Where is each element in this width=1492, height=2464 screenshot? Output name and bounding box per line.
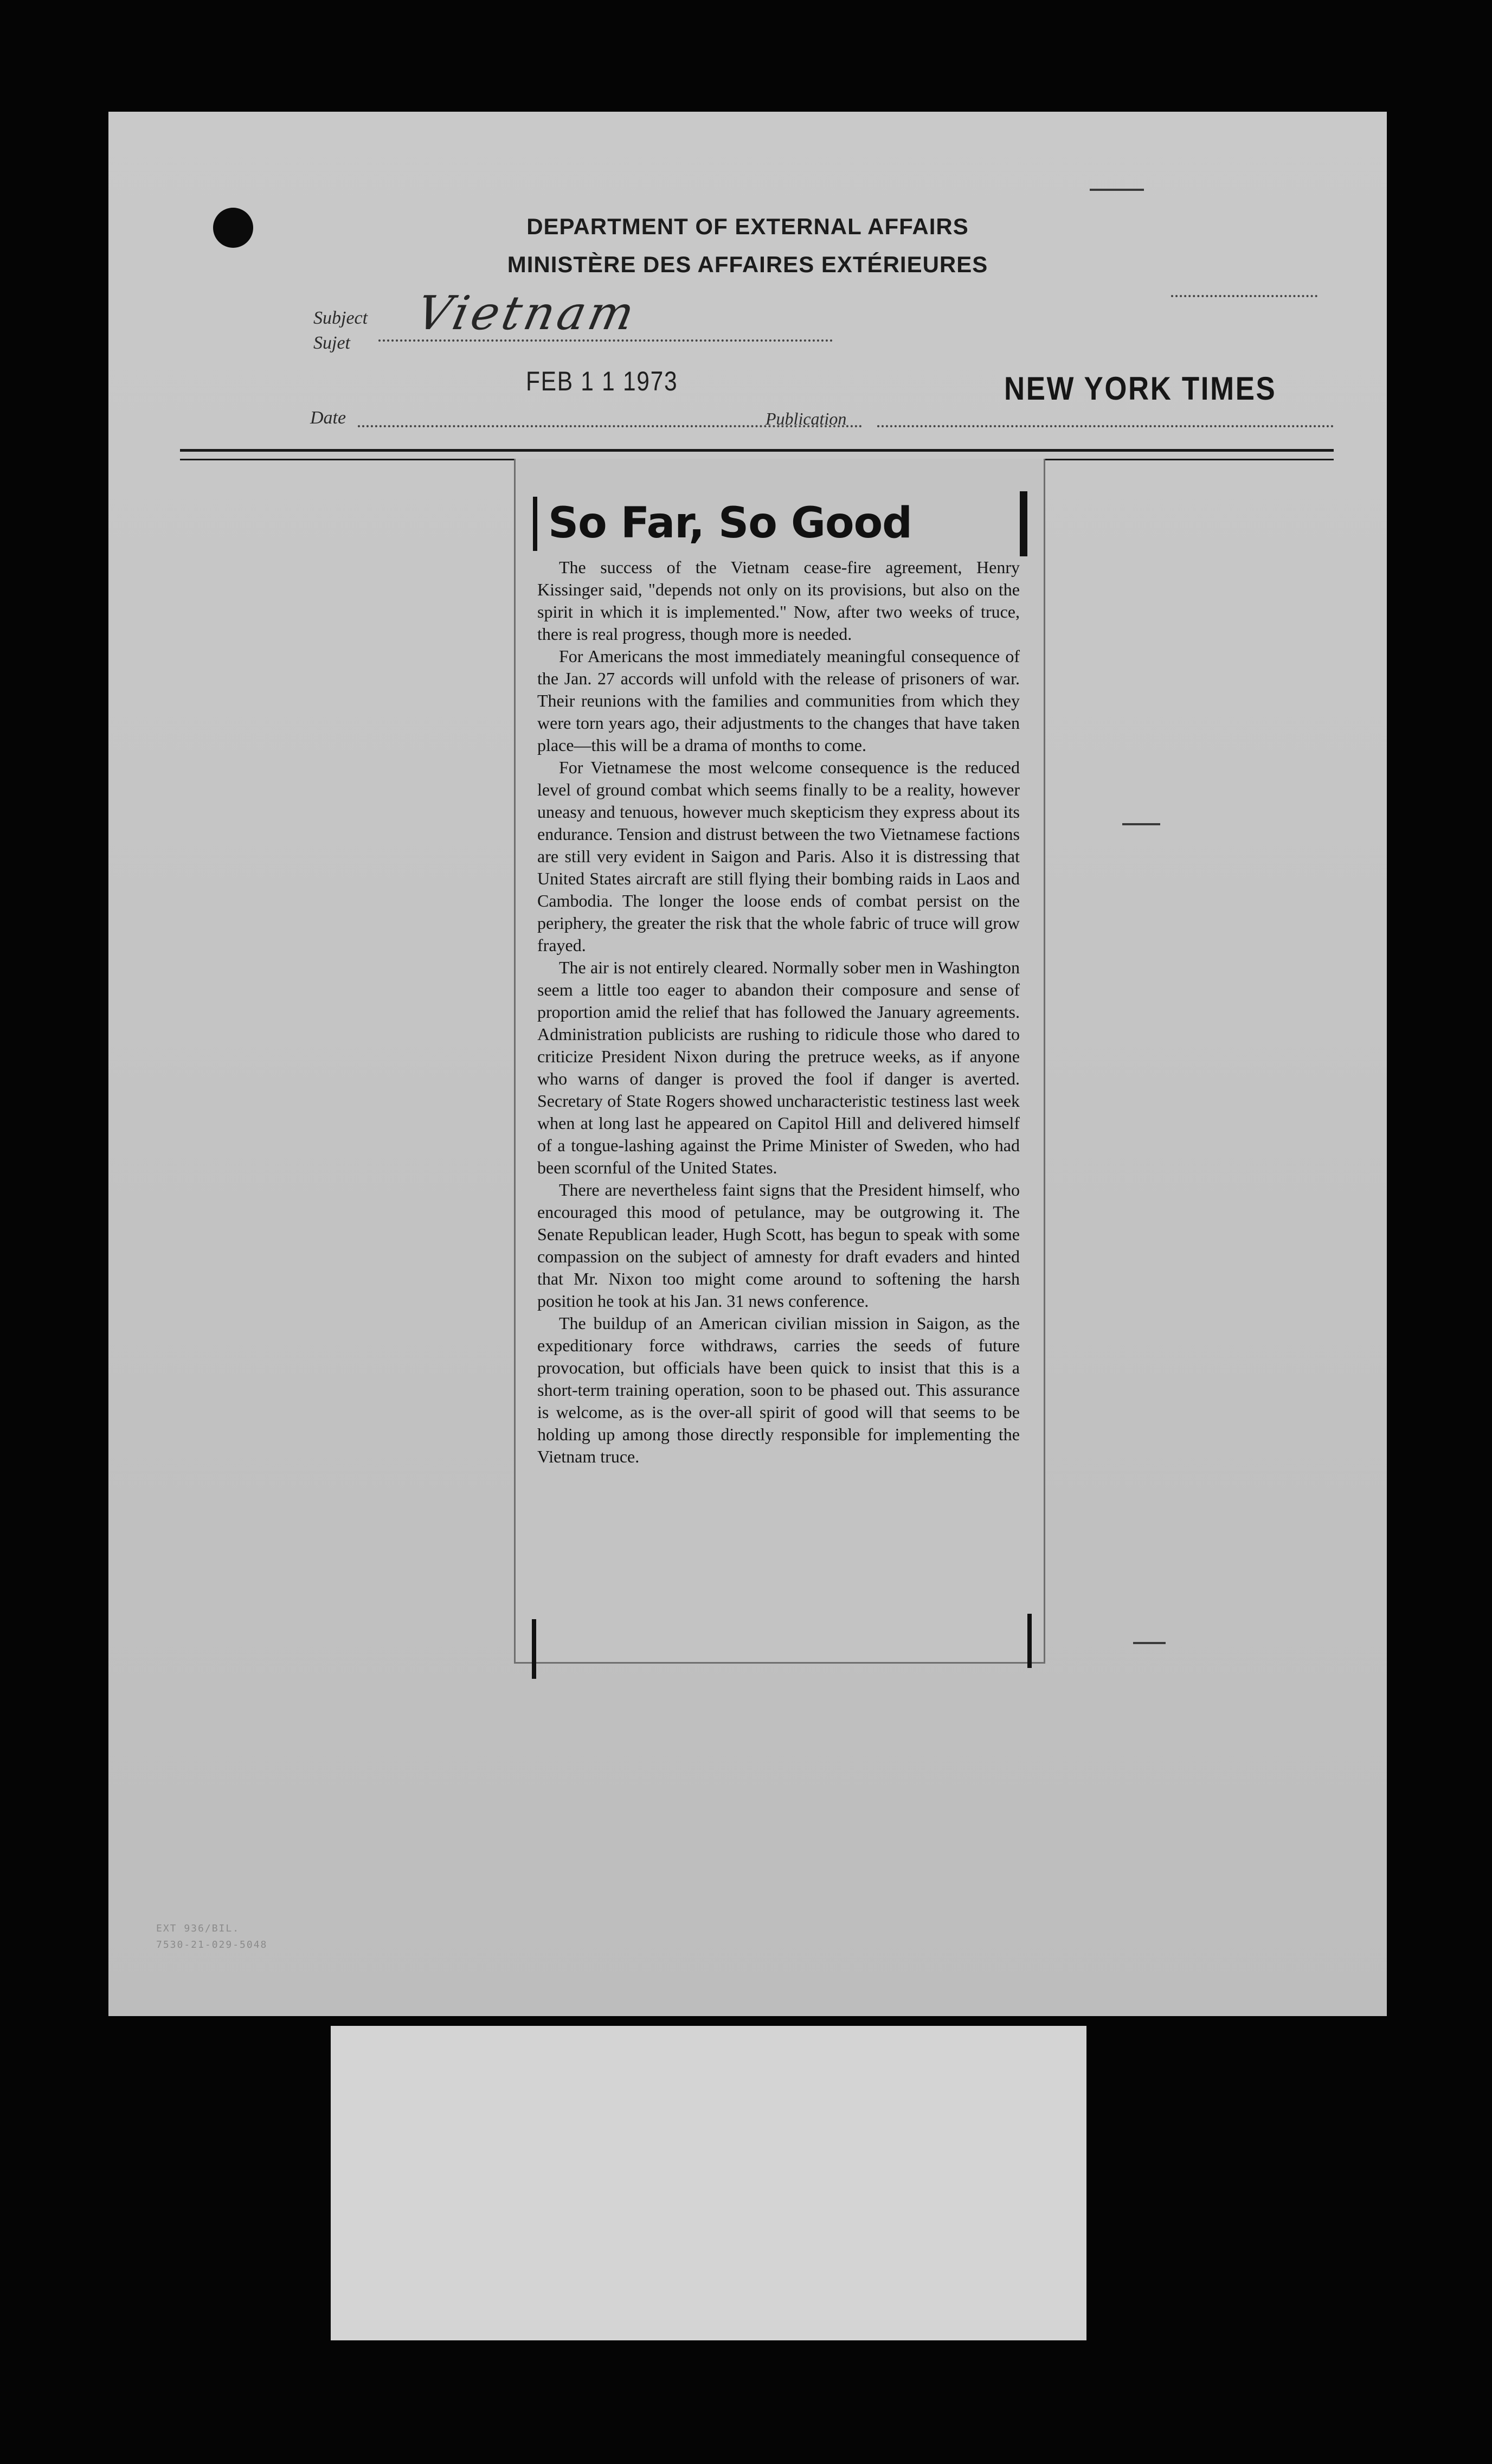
article-body <box>537 556 1020 1468</box>
article-paragraph: The success of the Vietnam cease-fire agreement, Henry Kissinger said, "depends not only on its provisions, but also on the spirit in which it is implemented." Now, after two weeks of truce, there is real progress, though more is needed. <box>537 557 1020 644</box>
margin-mark <box>1122 823 1160 825</box>
article-headline: So Far, So Good <box>548 499 912 548</box>
clipping-edge-mark <box>532 1619 536 1679</box>
newspaper-clipping <box>514 459 1045 1664</box>
article-paragraph: There are nevertheless faint signs that the President himself, who encouraged this mood of petulance, may be outgrowing it. The Senate Republican leader, Hugh Scott, has begun to speak with some compassion on the subject of amnesty for draft evaders and hinted that Mr. Nixon too might come around to softening the harsh position he took at his Jan. 31 news conference. <box>537 1180 1020 1311</box>
date-label: Date <box>310 408 346 428</box>
subject-label-en: Subject <box>313 308 368 328</box>
department-header-en: DEPARTMENT OF EXTERNAL AFFAIRS <box>526 214 969 239</box>
date-stamp: FEB 1 1 1973 <box>526 366 678 396</box>
article-paragraph: For Vietnamese the most welcome consequence is the reduced level of ground combat which seems finally to be a reality, however uneasy and tenuous, however much skepticism they express about its endurance. Tension and distrust between the two Vietnamese factions are still very evident in Saigon and Paris. Also it is distressing that United States aircraft are still flying their bombing raids in Laos and Cambodia. The longer the loose ends of combat persist on the periphery, the greater the risk that the whole fabric of truce will grow frayed. <box>537 758 1020 955</box>
margin-dotted-line <box>1171 295 1317 297</box>
margin-mark <box>1090 189 1144 191</box>
subject-handwritten-value: Vietnam <box>411 286 642 341</box>
header-rule <box>180 449 1334 452</box>
department-header-fr: MINISTÈRE DES AFFAIRES EXTÉRIEURES <box>507 252 988 277</box>
article-paragraph: For Americans the most immediately meaningful consequence of the Jan. 27 accords will unfold with the release of prisoners of war. Their reunions with the families and communities from which they were torn years ago, their adjustments to the changes that have taken place—this will be a drama of months to come. <box>537 646 1020 755</box>
memo-sheet <box>108 112 1387 2016</box>
form-code: EXT 936/BIL. <box>156 1923 240 1934</box>
paper-slip <box>331 2026 1086 2340</box>
publication-label: Publication <box>766 409 847 428</box>
clipping-edge-mark <box>1020 491 1027 556</box>
article-paragraph: The air is not entirely cleared. Normally sober men in Washington seem a little too eager to abandon their composure and sense of proportion amid the relief that has followed the January agreements. Administration publicists are rushing to ridicule those who dared to criticize President Nixon during the pretruce weeks, as if anyone who warns of danger is proved the fool if danger is averted. Secretary of State Rogers showed uncharacteristic testiness last week when at long last he appeared on Capitol Hill and delivered himself of a tongue-lashing against the Prime Minister of Sweden, who had been scornful of the United States. <box>537 958 1020 1177</box>
article-paragraph: The buildup of an American civilian mission in Saigon, as the expeditionary force withdraws, carries the seeds of future provocation, but officials have been quick to insist that this is a short-term training operation, soon to be phased out. This assurance is welcome, as is the over-all spirit of good will that seems to be holding up among those directly responsible for implementing the Vietnam truce. <box>537 1313 1020 1466</box>
clipping-edge-mark <box>1027 1614 1032 1668</box>
publication-stamp: NEW YORK TIMES <box>1004 370 1277 407</box>
publication-dotted-line <box>877 425 1334 427</box>
clipping-edge-mark <box>533 497 537 551</box>
subject-label-fr: Sujet <box>313 333 350 353</box>
margin-mark <box>1133 1642 1166 1644</box>
form-number: 7530-21-029-5048 <box>156 1939 268 1950</box>
